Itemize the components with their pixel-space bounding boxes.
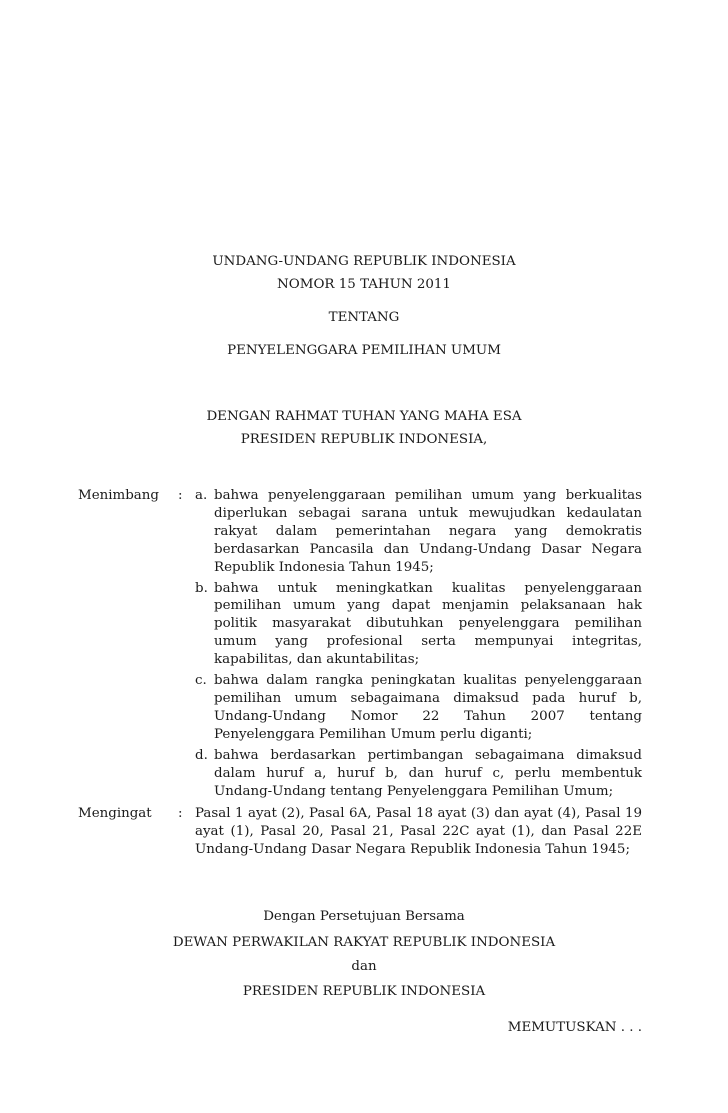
page-continuation: MEMUTUSKAN . . . — [507, 1020, 642, 1035]
item-marker: b. — [195, 580, 208, 596]
law-about-label: TENTANG — [328, 310, 400, 325]
president-line: PRESIDEN REPUBLIK INDONESIA, — [240, 432, 488, 447]
mengingat-text: Pasal 1 ayat (2), Pasal 6A, Pasal 18 ayat (3) dan ayat (4), Pasal 19 ayat (1), Pasal 20, Pasal 21, Pasal 22C ayat (1), dan Pasal 22E Undang-Undang Dasar Negara Republik Indonesia Tahun 1945; — [195, 806, 642, 857]
conjunction-line: dan — [351, 959, 377, 974]
item-text: bahwa untuk meningkatkan kualitas penyelenggaraan pemilihan umum yang dapat menjamin pelaksanaan hak politik masyarakat dibutuhkan penyelenggara pemilihan umum yang profesional serta mempunyai integritas, kapabilitas, dan akuntabilitas; — [214, 580, 642, 668]
menimbang-items — [195, 487, 642, 803]
item-marker: c. — [195, 673, 207, 689]
item-text: bahwa berdasarkan pertimbangan sebagaimana dimaksud dalam huruf a, huruf b, dan huruf c, perlu membentuk Undang-Undang tentang Penyelenggara Pemilihan Umum; — [214, 747, 642, 799]
item-text: bahwa dalam rangka peningkatan kualitas penyelenggaraan pemilihan umum sebagaimana dimaksud pada huruf b, Undang-Undang Nomor 22 Tahun 2007 tentang Penyelenggara Pemilihan Umum perlu diganti; — [214, 673, 642, 742]
approval-heading: Dengan Persetujuan Bersama — [263, 909, 465, 924]
mengingat-body — [195, 805, 642, 859]
mengingat-colon: : — [178, 806, 183, 821]
law-number: NOMOR 15 TAHUN 2011 — [277, 277, 451, 292]
law-title: UNDANG-UNDANG REPUBLIK INDONESIA — [212, 254, 516, 269]
menimbang-label: Menimbang — [78, 488, 159, 503]
mengingat-label: Mengingat — [78, 806, 152, 821]
menimbang-colon: : — [178, 488, 183, 503]
dpr-line: DEWAN PERWAKILAN RAKYAT REPUBLIK INDONESIA — [172, 935, 556, 950]
item-marker: a. — [195, 488, 208, 503]
item-text: bahwa penyelenggaraan pemilihan umum yang berkualitas diperlukan sebagai sarana untuk mewujudkan kedaulatan rakyat dalam pemerintahan negara yang demokratis berdasarkan Pancasila dan Undang-Undang Dasar Negara Republik Indonesia Tahun 1945; — [214, 488, 642, 575]
list-item — [195, 672, 642, 744]
list-item — [195, 487, 642, 577]
item-marker: d. — [195, 747, 208, 763]
law-subject: PENYELENGGARA PEMILIHAN UMUM — [227, 343, 501, 358]
list-item — [195, 580, 642, 670]
president-approval-line: PRESIDEN REPUBLIK INDONESIA — [242, 984, 486, 999]
list-item — [195, 747, 642, 801]
invocation-line: DENGAN RAHMAT TUHAN YANG MAHA ESA — [206, 409, 522, 424]
